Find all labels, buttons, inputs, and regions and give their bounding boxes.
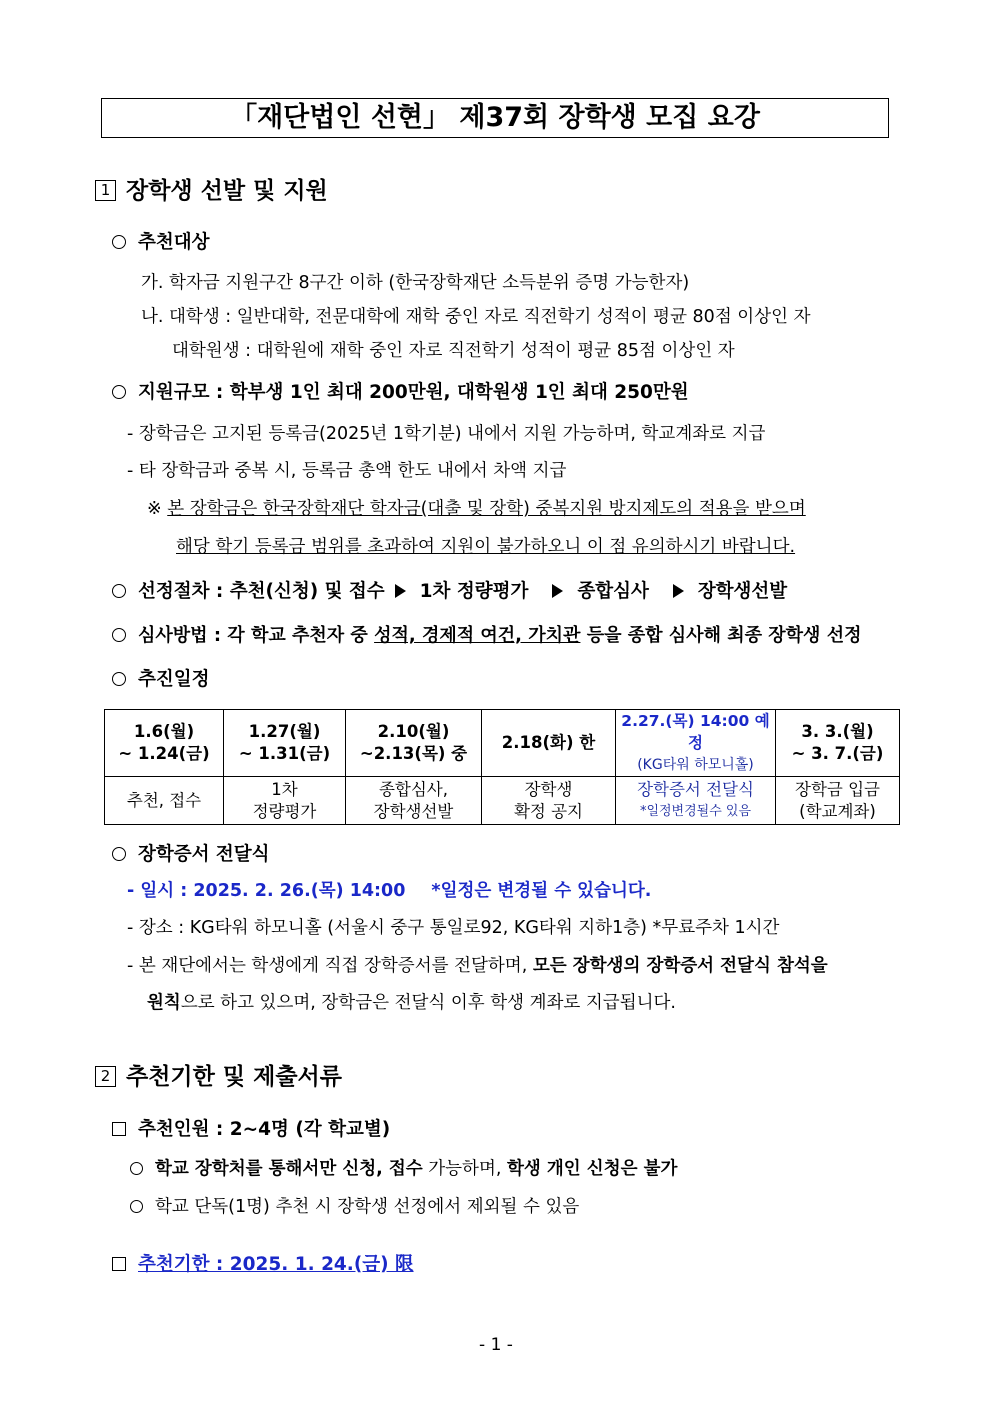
schedule-date-cell: 2.18(화) 한 <box>482 710 616 777</box>
document-title: 「재단법인 선현」 제37회 장학생 모집 요강 <box>101 98 889 138</box>
schedule-desc-cell: 종합심사, 장학생선발 <box>346 777 482 825</box>
circle-bullet-icon <box>130 1162 143 1175</box>
ceremony-attend-2: 원칙으로 하고 있으며, 장학금은 전달식 이후 학생 계좌로 지급됩니다. <box>147 993 676 1013</box>
circle-bullet-icon <box>112 672 126 686</box>
schedule-desc-cell: 장학증서 전달식 *일정변경될수 있음 <box>616 777 776 825</box>
recommend-deadline: 추천기한 : 2025. 1. 24.(금) 限 <box>112 1250 414 1276</box>
recommend-condition-2: 학교 단독(1명) 추천 시 장학생 선정에서 제외될 수 있음 <box>130 1193 579 1218</box>
arrow-right-icon <box>552 584 563 598</box>
circle-bullet-icon <box>112 847 126 861</box>
scale-detail-2: - 타 장학금과 중복 시, 등록금 총액 한도 내에서 차액 지급 <box>127 461 567 481</box>
section-1-number: 1 <box>95 180 116 201</box>
circle-bullet-icon <box>130 1200 143 1213</box>
schedule-desc-cell: 장학금 입금 (학교계좌) <box>776 777 900 825</box>
schedule-heading: 추진일정 <box>112 665 209 691</box>
section-1-heading <box>95 172 328 205</box>
ceremony-date: - 일시 : 2025. 2. 26.(목) 14:00 *일정은 변경될 수 있습니다. <box>127 881 652 901</box>
scale-heading: 지원규모 : 학부생 1인 최대 200만원, 대학원생 1인 최대 250만원 <box>112 378 689 404</box>
target-heading: 추천대상 <box>112 228 209 254</box>
ceremony-date-note: *일정은 변경될 수 있습니다. <box>431 881 652 901</box>
circle-bullet-icon <box>112 584 126 598</box>
square-bullet-icon <box>112 1257 126 1271</box>
procedure-step-2: 1차 정량평가 <box>419 581 529 602</box>
arrow-right-icon <box>395 584 406 598</box>
schedule-desc-cell: 1차 정량평가 <box>224 777 346 825</box>
section-2-title: 추천기한 및 제출서류 <box>126 1064 342 1090</box>
reference-mark-icon: ※ <box>147 499 162 519</box>
ceremony-attend-1: - 본 재단에서는 학생에게 직접 장학증서를 전달하며, 모든 장학생의 장학증서 전달식 참석을 <box>127 956 828 976</box>
section-2-heading <box>95 1058 342 1091</box>
square-bullet-icon <box>112 1122 126 1136</box>
ceremony-place: - 장소 : KG타워 하모니홀 (서울시 중구 통일로92, KG타워 지하1층) *무료주차 1시간 <box>127 918 780 938</box>
ceremony-heading: 장학증서 전달식 <box>112 840 270 866</box>
circle-bullet-icon <box>112 235 126 249</box>
recommend-count: 추천인원 : 2~4명 (각 학교별) <box>112 1115 390 1141</box>
arrow-right-icon <box>673 584 684 598</box>
target-item-na2: 대학원생 : 대학원에 재학 중인 자로 직전학기 성적이 평균 85점 이상인 자 <box>172 341 735 361</box>
circle-bullet-icon <box>112 628 126 642</box>
schedule-table <box>104 709 900 825</box>
section-2-number: 2 <box>95 1066 116 1087</box>
schedule-date-cell: 2.10(월) ~2.13(목) 중 <box>346 710 482 777</box>
scale-note-2: 해당 학기 등록금 범위를 초과하여 지원이 불가하오니 이 점 유의하시기 바랍니다. <box>176 537 796 557</box>
procedure-step-1: 추천(신청) 및 접수 <box>229 581 385 602</box>
section-1-title: 장학생 선발 및 지원 <box>126 178 328 204</box>
procedure-step-3: 종합심사 <box>577 581 649 602</box>
schedule-date-cell: 1.6(월) ~ 1.24(금) <box>105 710 224 777</box>
schedule-desc-cell: 추천, 접수 <box>105 777 224 825</box>
page-number: - 1 - <box>479 1335 513 1355</box>
schedule-date-row <box>105 710 900 777</box>
target-item-na: 나. 대학생 : 일반대학, 전문대학에 재학 중인 자로 직전학기 성적이 평균 80점 이상인 자 <box>141 307 811 327</box>
circle-bullet-icon <box>112 385 126 399</box>
method-line: 심사방법 : 각 학교 추천자 중 성적, 경제적 여건, 가치관 등을 종합 심사해 최종 장학생 선정 <box>112 621 861 647</box>
recommend-condition-1: 학교 장학처를 통해서만 신청, 접수 가능하며, 학생 개인 신청은 불가 <box>130 1155 677 1180</box>
procedure-line: 선정절차 : 추천(신청) 및 접수 1차 정량평가 종합심사 장학생선발 <box>112 577 787 603</box>
schedule-date-cell: 1.27(월) ~ 1.31(금) <box>224 710 346 777</box>
schedule-desc-cell: 장학생 확정 공지 <box>482 777 616 825</box>
procedure-step-4: 장학생선발 <box>697 581 788 602</box>
scale-detail-1: - 장학금은 고지된 등록금(2025년 1학기분) 내에서 지원 가능하며, 학교계좌로 지급 <box>127 424 766 444</box>
scale-note-1: ※ 본 장학금은 한국장학재단 학자금(대출 및 장학) 중복지원 방지제도의 적용을 받으며 <box>147 499 806 519</box>
schedule-desc-row <box>105 777 900 825</box>
schedule-date-cell: 3. 3.(월) ~ 3. 7.(금) <box>776 710 900 777</box>
target-item-ga: 가. 학자금 지원구간 8구간 이하 (한국장학재단 소득분위 증명 가능한자) <box>141 273 690 293</box>
schedule-date-cell: 2.27.(목) 14:00 예정 (KG타워 하모니홀) <box>616 710 776 777</box>
